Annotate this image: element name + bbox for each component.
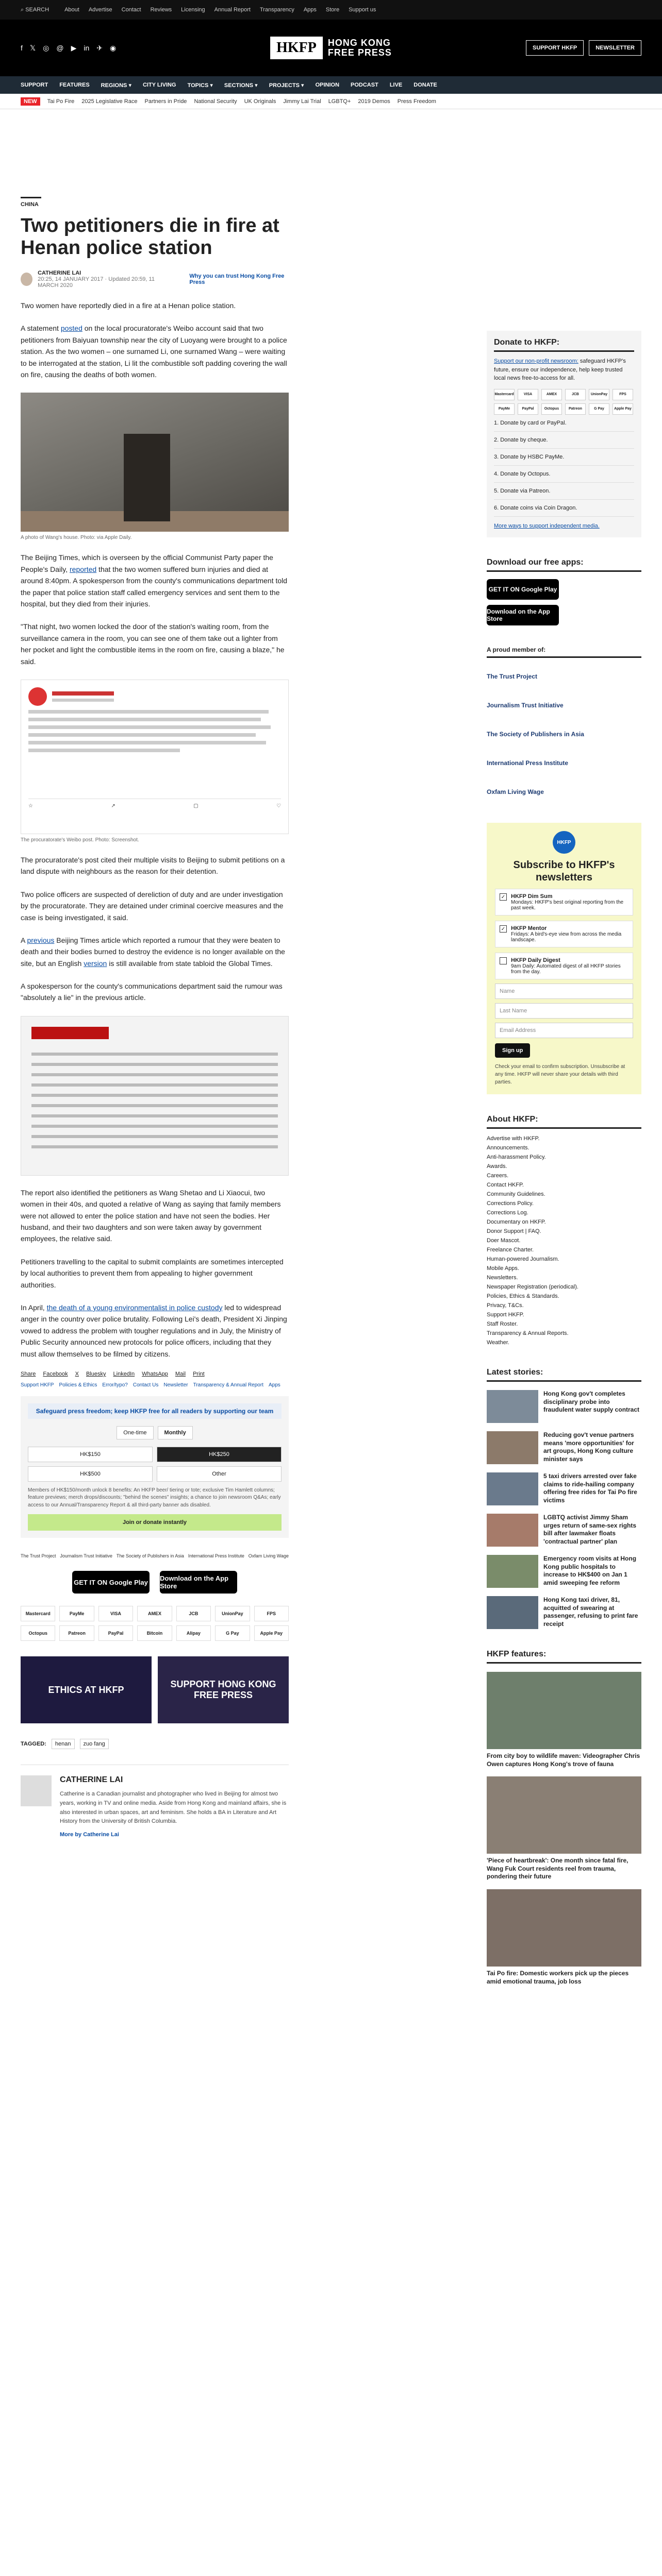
youtube-icon[interactable]: ▶: [71, 43, 77, 52]
trending-link[interactable]: 2019 Demos: [358, 98, 390, 105]
payment-logo[interactable]: PayMe: [494, 403, 515, 415]
share-links: [21, 1371, 289, 1377]
apps-title: Download our free apps:: [487, 558, 641, 572]
feature-title[interactable]: Tai Po fire: Domestic workers pick up the pieces amid emotional trauma, job loss: [487, 1969, 629, 1985]
payment-logo[interactable]: G Pay: [589, 403, 609, 415]
header-actions: [526, 40, 641, 56]
utility-link[interactable]: Contact: [121, 7, 141, 13]
top-utility-bar: [0, 0, 662, 20]
trending-link[interactable]: Partners in Pride: [144, 98, 187, 105]
story-thumbnail: [487, 1431, 538, 1464]
donate-step[interactable]: 3. Donate by HSBC PayMe.: [494, 449, 634, 466]
newsletter-title: Subscribe to HKFP's newsletters: [513, 859, 615, 883]
payment-logo[interactable]: G Pay: [215, 1625, 250, 1641]
previous-link[interactable]: previous: [27, 936, 55, 944]
about-link[interactable]: Weather.: [487, 1340, 509, 1346]
search-label: SEARCH: [25, 6, 49, 13]
app-store-badge[interactable]: Download on the App Store: [487, 605, 559, 625]
donate-payment-logos: [494, 389, 634, 415]
member-logo[interactable]: Journalism Trust Initiative: [487, 702, 564, 709]
trending-link[interactable]: 2025 Legislative Race: [81, 98, 138, 105]
hkfp-icon: HKFP: [553, 831, 575, 854]
payment-logo[interactable]: Bitcoin: [137, 1625, 172, 1641]
footer-link[interactable]: Newsletter: [163, 1382, 188, 1388]
article-column: [21, 109, 289, 1986]
about-link[interactable]: Community Guidelines.: [487, 1191, 545, 1197]
payment-logo[interactable]: AMEX: [541, 389, 562, 400]
site-header: [0, 20, 662, 76]
nav-item[interactable]: PODCAST: [351, 82, 378, 88]
about-link[interactable]: Transparency & Annual Reports.: [487, 1330, 569, 1336]
about-link[interactable]: Corrections Policy.: [487, 1200, 534, 1207]
nav-item[interactable]: FEATURES: [59, 82, 90, 88]
page-body: [0, 109, 662, 1986]
payment-logo[interactable]: FPS: [613, 389, 633, 400]
donate-step[interactable]: 4. Donate by Octopus.: [494, 466, 634, 483]
member-logo[interactable]: Oxfam Living Wage: [248, 1553, 289, 1559]
paragraph: A statement posted on the local procuratorate's Weibo account said that two petitioners from Baiyuan township near the city of Luoyang were brought to a police station. As the two women – one surnamed Li, one surnamed Wang – were waiting to be interrogated at the station, Li lit the combustible soft padding covering the wall on fire, causing the deaths of both women.: [21, 324, 287, 379]
amount-option-selected[interactable]: HK$250: [157, 1447, 282, 1462]
newsletter-option[interactable]: HKFP Daily Digest 9am Daily: Automated digest of all HKFP stories from the day.: [495, 953, 633, 979]
checkbox[interactable]: [500, 957, 507, 964]
about-link[interactable]: Support HKFP.: [487, 1312, 524, 1318]
logo-text: HONG KONG FREE PRESS: [327, 38, 392, 58]
amount-options: [28, 1447, 282, 1482]
apps-widget: [487, 558, 641, 625]
article-title: Two petitioners die in fire at Henan police station: [21, 215, 279, 259]
logo-mark: HKFP: [270, 37, 323, 59]
paragraph: Two women have reportedly died in a fire at a Henan police station.: [21, 301, 236, 310]
house-photo: [21, 393, 289, 532]
donate-step[interactable]: 5. Donate via Patreon.: [494, 483, 634, 500]
payment-logo[interactable]: Mastercard: [494, 389, 515, 400]
email-field[interactable]: Email Address: [495, 1023, 633, 1038]
ethics-banner[interactable]: ETHICS AT HKFP: [21, 1656, 152, 1723]
about-link[interactable]: Documentary on HKFP.: [487, 1219, 546, 1225]
share-link[interactable]: Print: [193, 1370, 205, 1377]
tags-label: TAGGED:: [21, 1741, 46, 1748]
article-body: [21, 300, 289, 1360]
share-link[interactable]: WhatsApp: [142, 1370, 168, 1377]
newsletter-note: Check your email to confirm subscription. Unsubscribe at any time. HKFP will never share your details with third parties.: [495, 1064, 625, 1085]
features-title: HKFP features:: [487, 1650, 641, 1664]
nav-item[interactable]: SUPPORT: [21, 82, 48, 88]
member-logo[interactable]: International Press Institute: [188, 1553, 244, 1559]
social-icons: [21, 44, 116, 53]
share-link[interactable]: LinkedIn: [113, 1370, 135, 1377]
promo-banners: [21, 1656, 289, 1723]
payment-logo[interactable]: VISA: [98, 1606, 133, 1621]
about-link[interactable]: Anti-harassment Policy.: [487, 1154, 546, 1160]
paragraph: The procuratorate's post cited their multiple visits to Beijing to submit petitions on a land dispute with neighbours as the reason for their detention.: [21, 855, 285, 876]
about-link[interactable]: Mobile Apps.: [487, 1265, 519, 1272]
story-item[interactable]: [487, 1514, 641, 1547]
trending-link[interactable]: Tai Po Fire: [47, 98, 75, 105]
threads-icon[interactable]: @: [56, 43, 64, 52]
sign-up-button[interactable]: Sign up: [495, 1043, 530, 1058]
amount-option[interactable]: HK$500: [28, 1466, 153, 1482]
author-name[interactable]: CATHERINE LAI: [38, 270, 81, 277]
about-widget: [487, 1115, 641, 1347]
facebook-icon[interactable]: f: [21, 43, 23, 52]
trending-link[interactable]: Press Freedom: [397, 98, 436, 105]
footer-link[interactable]: Transparency & Annual Report: [193, 1382, 263, 1388]
trending-bar: [0, 94, 662, 109]
payment-logo[interactable]: AMEX: [137, 1606, 172, 1621]
byline: [21, 270, 289, 289]
checkbox[interactable]: ✓: [500, 925, 507, 933]
feature-title[interactable]: From city boy to wildlife maven: Videographer Chris Owen captures Hong Kong's trove of fauna: [487, 1752, 640, 1768]
app-store-badges: [21, 1571, 289, 1594]
utility-link[interactable]: Advertise: [88, 7, 112, 13]
donate-step[interactable]: 6. Donate coins via Coin Dragon.: [494, 500, 634, 517]
newsletter-option[interactable]: ✓ HKFP Dim Sum Mondays: HKFP's best original reporting from the past week.: [495, 889, 633, 916]
nav-item[interactable]: OPINION: [315, 82, 340, 88]
donate-widget: [487, 331, 641, 537]
utility-link[interactable]: Reviews: [150, 7, 172, 13]
reported-link[interactable]: reported: [70, 565, 97, 573]
story-thumbnail: [487, 1514, 538, 1547]
payment-logo[interactable]: Mastercard: [21, 1606, 55, 1621]
nav-item[interactable]: PROJECTS ▾: [269, 82, 304, 89]
category-label[interactable]: CHINA: [21, 197, 41, 208]
tag[interactable]: henan: [52, 1739, 75, 1749]
story-title[interactable]: Hong Kong taxi driver, 81, acquitted of swearing at passenger, refusing to print fare receipt: [543, 1596, 638, 1628]
payment-logo[interactable]: Apple Pay: [613, 403, 633, 415]
new-badge: NEW: [21, 97, 40, 106]
about-title: About HKFP:: [487, 1115, 641, 1129]
about-link[interactable]: Announcements.: [487, 1145, 529, 1151]
telegram-icon[interactable]: ✈: [96, 43, 103, 52]
member-logo[interactable]: The Society of Publishers in Asia: [116, 1553, 184, 1559]
member-widget: [487, 646, 641, 802]
payment-logo[interactable]: FPS: [254, 1606, 289, 1621]
nav-item[interactable]: DONATE: [413, 82, 437, 88]
about-link[interactable]: Donor Support | FAQ.: [487, 1228, 541, 1234]
newsletter-widget: [487, 823, 641, 1094]
publish-date: 20:25, 14 JANUARY 2017 · Updated 20:59, 11 MARCH 2020: [38, 276, 155, 289]
story-title[interactable]: 5 taxi drivers arrested over fake claims to ride-hailing company offering free rides for Tai Po fire victims: [543, 1472, 637, 1504]
payment-logo[interactable]: PayPal: [518, 403, 538, 415]
payment-logo[interactable]: Patreon: [565, 403, 586, 415]
footer-link[interactable]: Error/typo?: [102, 1382, 128, 1388]
news-screenshot: [21, 1016, 289, 1176]
support-banner[interactable]: SUPPORT HONG KONG FREE PRESS: [158, 1656, 289, 1723]
trending-link[interactable]: National Security: [194, 98, 237, 105]
paragraph: Petitioners travelling to the capital to submit complaints are sometimes intercepted by local authorities to prevent them from appealing to higher government authorities.: [21, 1257, 284, 1289]
nav-item[interactable]: REGIONS ▾: [101, 82, 131, 89]
payment-logo[interactable]: JCB: [565, 389, 586, 400]
sidebar: [487, 109, 641, 1986]
utility-link[interactable]: About: [64, 7, 79, 13]
donation-box: [21, 1396, 289, 1538]
payment-logo[interactable]: UnionPay: [215, 1606, 250, 1621]
about-link[interactable]: Privacy, T&Cs.: [487, 1302, 524, 1309]
amount-option[interactable]: HK$150: [28, 1447, 153, 1462]
paragraph: The report also identified the petitioners as Wang Shetao and Li Xiaocui, two women in their 40s, and quoted a relative of Wang as saying that family members were not allowed to enter the police station and have not seen the bodies. Her husband, and their two daughters and son were taken away by government employees, the relative said.: [21, 1188, 281, 1243]
paragraph: Two police officers are suspected of dereliction of duty and are under investigation by the procuratorate. They are detained under criminal coercive measures and the case is being investigated, it said.: [21, 890, 284, 922]
google-play-badge[interactable]: GET IT ON Google Play: [72, 1571, 150, 1594]
byline-text: [38, 270, 174, 289]
story-item[interactable]: [487, 1472, 641, 1505]
donation-title[interactable]: Safeguard press freedom; keep HKFP free for all readers by supporting our team: [28, 1403, 282, 1419]
utility-link[interactable]: Support us: [349, 7, 376, 13]
google-play-badge[interactable]: GET IT ON Google Play: [487, 579, 559, 600]
checkbox[interactable]: ✓: [500, 893, 507, 901]
member-logos-row: [21, 1553, 289, 1558]
story-thumbnail: [487, 1596, 538, 1629]
feature-title[interactable]: 'Piece of heartbreak': One month since fatal fire, Wang Fuk Court residents reel from trauma, pondering their future: [487, 1857, 628, 1880]
latest-title: Latest stories:: [487, 1368, 641, 1382]
instagram-icon[interactable]: ◎: [43, 43, 49, 52]
app-store-badge[interactable]: Download on the App Store: [160, 1571, 237, 1594]
weibo-screenshot: [21, 680, 289, 834]
paragraph: In April, the death of a young environmentalist in police custody led to widespread anger in the country over police brutality. Following Lei's death, President Xi Jinping vowed to address the problem with tougher regulations and in July, the Ministry of Public Security announced new protocols for police officers, including that they must allow themselves to be filmed by citizens.: [21, 1303, 287, 1358]
about-link[interactable]: Doer Mascot.: [487, 1238, 521, 1244]
posted-link[interactable]: posted: [60, 324, 82, 333]
more-ways-link[interactable]: More ways to support independent media.: [494, 522, 600, 529]
donate-step[interactable]: 1. Donate by card or PayPal.: [494, 415, 634, 432]
weibo-caption: The procuratorate's Weibo post. Photo: Screenshot.: [21, 837, 139, 843]
nav-item[interactable]: TOPICS ▾: [187, 82, 213, 89]
footer-link[interactable]: Policies & Ethics: [59, 1382, 97, 1388]
donate-text-link[interactable]: Support our non-profit newsroom:: [494, 358, 578, 364]
donate-steps: [494, 415, 634, 517]
support-button[interactable]: SUPPORT HKFP: [526, 40, 584, 56]
about-link[interactable]: Careers.: [487, 1173, 509, 1179]
story-item[interactable]: [487, 1596, 641, 1629]
share-link[interactable]: X: [75, 1370, 79, 1377]
member-logo[interactable]: Journalism Trust Initiative: [60, 1553, 112, 1559]
trending-link[interactable]: LGBTQ+: [328, 98, 351, 105]
utility-link[interactable]: Transparency: [259, 7, 294, 13]
feature-image: [487, 1776, 641, 1854]
paragraph: "That night, two women locked the door of the station's waiting room, from the surveillance camera in the room, you can see one of them take out a lighter from her pocket and light the combustible items in the room on fire, causing a blaze," he said.: [21, 622, 285, 666]
feature-item[interactable]: [487, 1776, 641, 1881]
weibo-avatar: [28, 687, 47, 706]
payment-logo[interactable]: Apple Pay: [254, 1625, 289, 1641]
author-bio: Catherine is a Canadian journalist and photographer who lived in Beijing for almost two years, working in TV and online media. Aside from Hong Kong and mainland affairs, she is also interested in urban spaces, art and feminism. She holds a BA in Literature and Art History from the University of British Columbia.: [60, 1791, 287, 1825]
nav-item[interactable]: SECTIONS ▾: [224, 82, 258, 89]
donate-step[interactable]: 2. Donate by cheque.: [494, 432, 634, 449]
monthly-option[interactable]: Monthly: [158, 1426, 193, 1439]
story-item[interactable]: [487, 1555, 641, 1588]
paragraph: The Beijing Times, which is overseen by the official Communist Party paper the People's Daily, reported that the two women suffered burn injuries and died at around 8:40pm. A spokesperson from the county's communications department told the paper that police station staff called emergency services and sent them to the hospital, but they died from their injuries.: [21, 553, 288, 608]
payment-logo[interactable]: Octopus: [541, 403, 562, 415]
share-link[interactable]: Mail: [175, 1370, 186, 1377]
name-field[interactable]: Name: [495, 984, 633, 999]
tag-list: [21, 1739, 289, 1749]
tag[interactable]: zuo fang: [80, 1739, 109, 1749]
feature-image: [487, 1672, 641, 1749]
member-logo[interactable]: The Trust Project: [487, 673, 538, 680]
search-link[interactable]: ⌕ SEARCH: [21, 6, 49, 13]
about-link[interactable]: Policies, Ethics & Standards.: [487, 1293, 559, 1299]
story-thumbnail: [487, 1472, 538, 1505]
author-box: [21, 1765, 289, 1837]
main-nav: [0, 76, 662, 94]
story-thumbnail: [487, 1390, 538, 1423]
payment-logo[interactable]: Patreon: [59, 1625, 94, 1641]
story-item[interactable]: [487, 1390, 641, 1423]
join-donate-button[interactable]: Join or donate instantly: [28, 1514, 282, 1531]
member-logo[interactable]: Oxfam Living Wage: [487, 788, 544, 795]
author-box-name[interactable]: CATHERINE LAI: [60, 1775, 123, 1785]
footer-link[interactable]: Apps: [268, 1382, 280, 1388]
photo-caption: A photo of Wang's house. Photo: via Apple Daily.: [21, 535, 132, 541]
utility-link[interactable]: Annual Report: [214, 7, 251, 13]
more-by-author-link[interactable]: More by Catherine Lai: [60, 1831, 119, 1838]
payment-logo[interactable]: JCB: [176, 1606, 211, 1621]
latest-stories-widget: [487, 1368, 641, 1629]
trending-link[interactable]: UK Originals: [244, 98, 276, 105]
author-avatar: [21, 273, 32, 286]
member-title: A proud member of:: [487, 646, 641, 658]
trending-link[interactable]: Jimmy Lai Trial: [283, 98, 321, 105]
utility-link[interactable]: Licensing: [181, 7, 205, 13]
features-widget: [487, 1650, 641, 1986]
nav-item[interactable]: LIVE: [389, 82, 403, 88]
footer-link[interactable]: Contact Us: [133, 1382, 159, 1388]
share-link[interactable]: Bluesky: [86, 1370, 106, 1377]
paragraph: A previous Beijing Times article which reported a rumour that they were beaten to death and their bodies burned to destroy the evidence is no longer available on the site, but an English version is still available from state tabloid the Global Times.: [21, 936, 285, 968]
newsletter-option[interactable]: ✓ HKFP Mentor Fridays: A bird's-eye view from across the media landscape.: [495, 921, 633, 947]
feature-item[interactable]: [487, 1672, 641, 1768]
about-link[interactable]: Staff Roster.: [487, 1321, 518, 1327]
newsletter-button[interactable]: NEWSLETTER: [589, 40, 641, 56]
about-link[interactable]: Newspaper Registration (periodical).: [487, 1284, 578, 1290]
story-item[interactable]: [487, 1431, 641, 1464]
feature-item[interactable]: [487, 1889, 641, 1986]
weibo-actions: ☆ ↗ ▢ ♡: [28, 799, 281, 809]
story-thumbnail: [487, 1555, 538, 1588]
about-link[interactable]: Advertise with HKFP.: [487, 1136, 540, 1142]
paragraph: A spokesperson for the county's communications department said the rumour was "absolutely a lie" in the previous article.: [21, 982, 283, 1002]
amount-option[interactable]: Other: [157, 1466, 282, 1482]
version-link[interactable]: version: [84, 959, 107, 968]
linkedin-icon[interactable]: in: [84, 43, 90, 52]
story-title[interactable]: LGBTQ activist Jimmy Sham urges return of same-sex rights bill after lawmaker floats 'contractual partner' plan: [543, 1514, 637, 1545]
rss-icon[interactable]: ◉: [110, 43, 117, 52]
author-photo: [21, 1775, 52, 1806]
about-link[interactable]: Awards.: [487, 1163, 507, 1170]
footer-link[interactable]: Support HKFP: [21, 1382, 54, 1388]
death-link[interactable]: the death of a young environmentalist in police custody: [46, 1303, 223, 1312]
payment-logo[interactable]: Alipay: [176, 1625, 211, 1641]
last-name-field[interactable]: Last Name: [495, 1003, 633, 1019]
share-link[interactable]: Facebook: [43, 1370, 68, 1377]
one-time-option[interactable]: One-time: [117, 1426, 153, 1439]
payment-logo[interactable]: PayMe: [59, 1606, 94, 1621]
member-logo[interactable]: International Press Institute: [487, 759, 569, 767]
about-link[interactable]: Human-powered Journalism.: [487, 1256, 559, 1262]
story-title[interactable]: Reducing gov't venue partners means 'more opportunities' for art groups, Hong Kong culture minister says: [543, 1431, 634, 1463]
trust-link[interactable]: Why you can trust Hong Kong Free Press: [189, 273, 285, 286]
frequency-toggle: [28, 1426, 282, 1439]
share-link[interactable]: Share: [21, 1370, 36, 1377]
about-link[interactable]: Newsletters.: [487, 1275, 518, 1281]
member-logo[interactable]: The Trust Project: [21, 1553, 56, 1559]
feature-image: [487, 1889, 641, 1967]
donate-text: Support our non-profit newsroom: safeguard HKFP's future, ensure our independence, help keep trusted local news free-to-access for all.: [494, 358, 626, 381]
payment-logo[interactable]: Octopus: [21, 1625, 55, 1641]
article-footer-links: [21, 1382, 289, 1388]
payment-logo[interactable]: VISA: [518, 389, 538, 400]
about-link[interactable]: Corrections Log.: [487, 1210, 528, 1216]
story-title[interactable]: Hong Kong gov't completes disciplinary probe into fraudulent water supply contract: [543, 1390, 640, 1414]
utility-link[interactable]: Store: [325, 7, 340, 13]
payment-methods: [21, 1606, 289, 1641]
x-icon[interactable]: 𝕏: [29, 43, 36, 52]
utility-link[interactable]: Apps: [303, 7, 317, 13]
about-link[interactable]: Freelance Charter.: [487, 1247, 534, 1253]
payment-logo[interactable]: UnionPay: [589, 389, 609, 400]
member-logo[interactable]: The Society of Publishers in Asia: [487, 731, 584, 738]
utility-links: [64, 7, 376, 13]
donate-title: Donate to HKFP:: [494, 338, 634, 352]
site-logo[interactable]: [270, 37, 392, 59]
story-title[interactable]: Emergency room visits at Hong Kong public hospitals to increase to HK$400 on Jan 1 amid sweeping fee reform: [543, 1555, 637, 1586]
nav-item[interactable]: CITY LIVING: [142, 82, 176, 88]
member-benefits: Members of HK$150/month unlock 8 benefits: An HKFP beer/ tiering or tote; exclusive Tim Hamlett columns; feature previews; merch drops/discounts; "behind the scenes" insights; a chance to join newsroom Q&As; early access to our Annual/Transparency Report & all third-party banner ads disabled.: [28, 1487, 281, 1508]
about-link[interactable]: Contact HKFP.: [487, 1182, 524, 1188]
payment-logo[interactable]: PayPal: [98, 1625, 133, 1641]
